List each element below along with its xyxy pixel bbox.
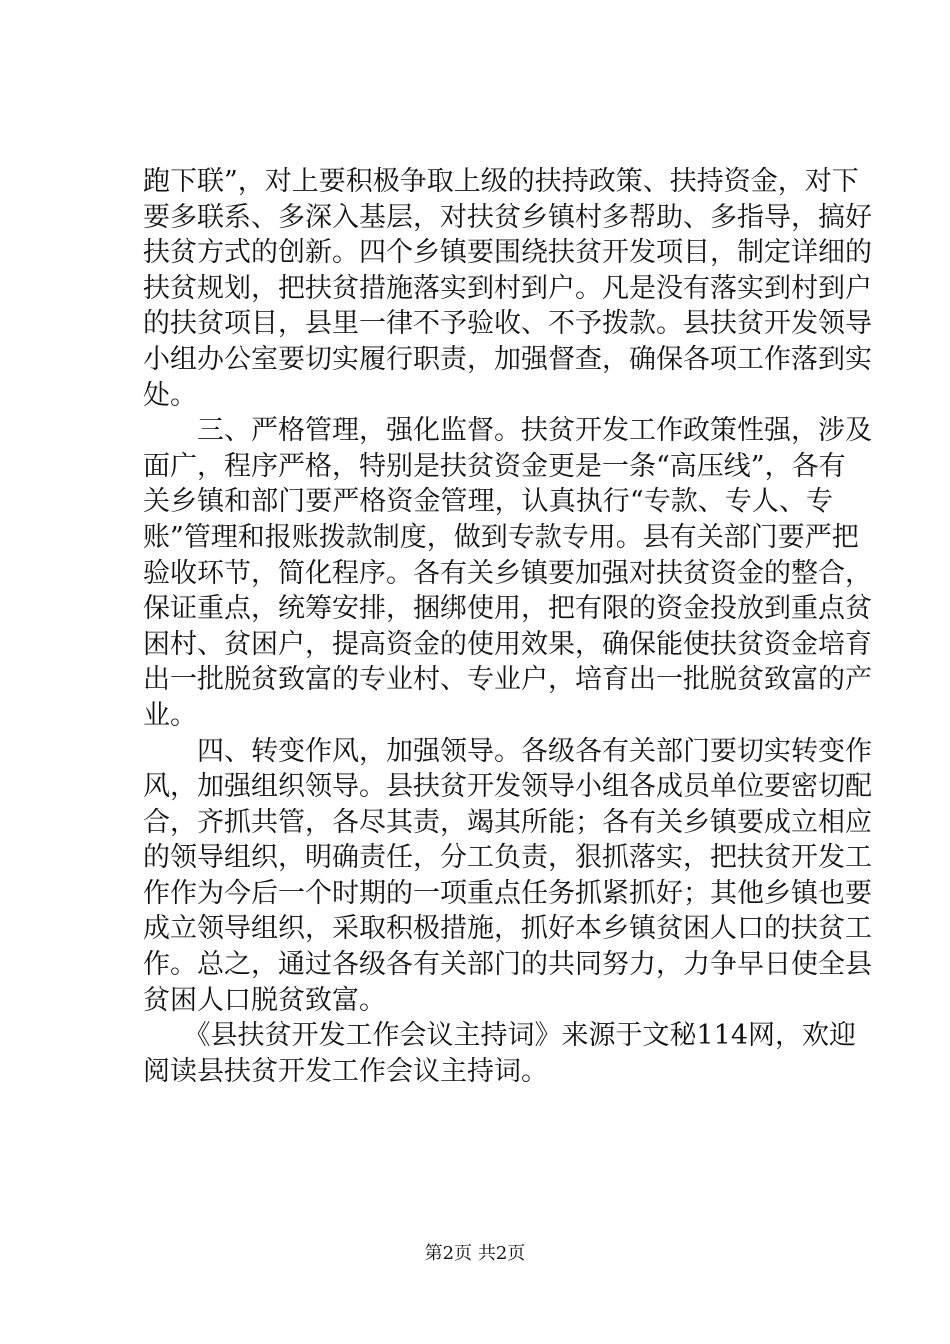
body-text <box>143 164 872 1089</box>
text-line: 作作为今后一个时期的一项重点任务抓紧抓好；其他乡镇也要 <box>143 877 872 909</box>
text-line: 《县扶贫开发工作会议主持词》来源于文秘114网，欢迎 <box>143 1020 857 1052</box>
text-line: 的扶贫项目，县里一律不予验收、不予拨款。县扶贫开发领导 <box>143 308 872 340</box>
text-line: 要多联系、多深入基层，对扶贫乡镇村多帮助、多指导，搞好 <box>143 201 872 233</box>
text-line: 跑下联”，对上要积极争取上级的扶持政策、扶持资金，对下 <box>143 166 859 197</box>
text-line: 困村、贫困户，提高资金的使用效果，确保能使扶贫资金培育 <box>143 628 872 660</box>
text-line: 的领导组织，明确责任，分工负责，狠抓落实，把扶贫开发工 <box>143 842 872 874</box>
text-line: 验收环节，简化程序。各有关乡镇要加强对扶贫资金的整合， <box>143 557 872 589</box>
text-line: 关乡镇和部门要严格资金管理，认真执行“专款、专人、专 <box>143 486 833 518</box>
text-line: 出一批脱贫致富的专业村、专业户，培育出一批脱贫致富的产 <box>143 664 872 696</box>
text-line: 四、转变作风，加强领导。各级各有关部门要切实转变作 <box>143 735 872 767</box>
text-line: 业。 <box>143 699 197 731</box>
text-line: 小组办公室要切实履行职责，加强督查，确保各项工作落到实 <box>143 343 872 375</box>
text-line: 扶贫规划，把扶贫措施落实到村到户。凡是没有落实到村到户 <box>143 272 872 304</box>
text-line: 风，加强组织领导。县扶贫开发领导小组各成员单位要密切配 <box>143 771 872 803</box>
text-line: 扶贫方式的创新。四个乡镇要围绕扶贫开发项目，制定详细的 <box>143 237 872 269</box>
text-line: 阅读县扶贫开发工作会议主持词。 <box>143 1055 548 1087</box>
page-footer <box>0 1242 950 1266</box>
text-line: 账”管理和报账拨款制度，做到专款专用。县有关部门要严把 <box>143 521 859 553</box>
text-line: 处。 <box>143 379 197 411</box>
page-number-label: 第2页 共2页 <box>424 1243 526 1264</box>
text-line: 成立领导组织，采取积极措施，抓好本乡镇贫困人口的扶贫工 <box>143 913 872 945</box>
text-line: 贫困人口脱贫致富。 <box>143 984 386 1016</box>
text-line: 三、严格管理，强化监督。扶贫开发工作政策性强，涉及 <box>143 415 872 447</box>
text-line: 合，齐抓共管，各尽其责，竭其所能；各有关乡镇要成立相应 <box>143 806 872 838</box>
text-line: 保证重点，统筹安排，捆绑使用，把有限的资金投放到重点贫 <box>143 593 872 625</box>
text-line: 面广，程序严格，特别是扶贫资金更是一条“高压线”，各有 <box>143 450 846 482</box>
text-line: 作。总之，通过各级各有关部门的共同努力，力争早日使全县 <box>143 949 872 981</box>
